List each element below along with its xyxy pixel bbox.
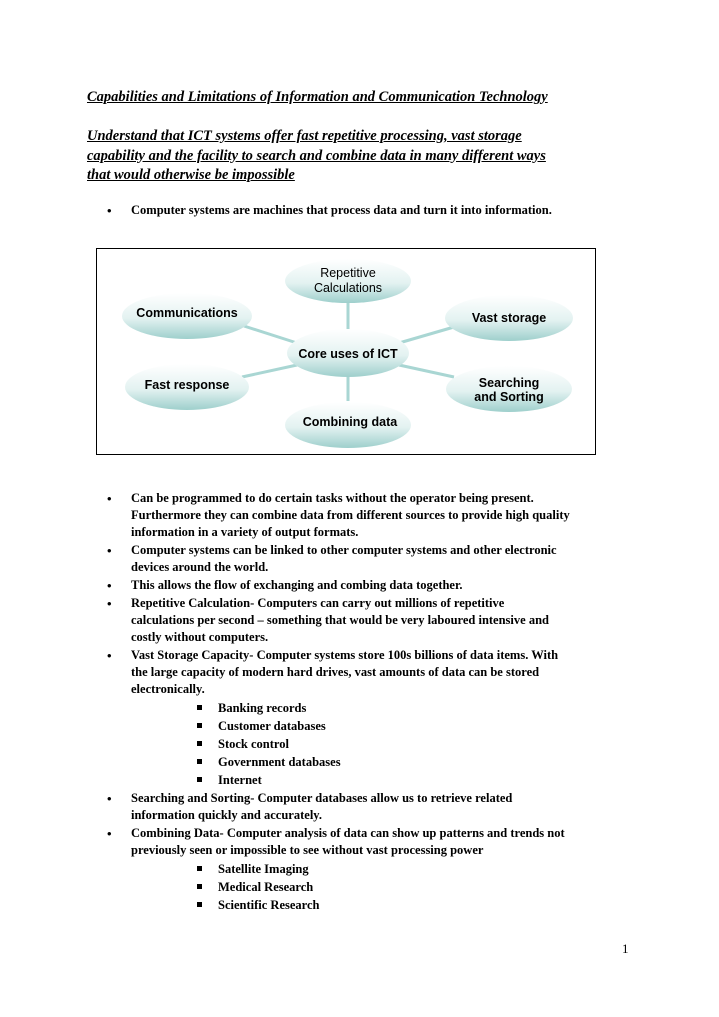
sub-list-item: Satellite Imaging [131,860,647,878]
node-center [287,329,409,377]
sub-list-item: Government databases [131,753,647,771]
node-left-top [122,293,252,339]
node-left-bottom [125,364,249,410]
intro-bullet [87,202,552,219]
sub-list-item: Scientific Research [131,896,647,914]
bullet-line: • Computer systems can be linked to other computer systems and other electronic [131,543,557,557]
node-right-top-label: Vast storage [471,311,547,325]
bullet-item [87,790,647,824]
bullet-item [87,647,647,789]
sub-list-item: Medical Research [131,878,647,896]
page-number: 1 [622,941,629,956]
bullet-line: • Vast Storage Capacity- Computer systems store 100s billions of data items. With [131,648,559,662]
node-left-bottom-label: Fast response [144,378,230,392]
sub-list-item: Internet [131,771,647,789]
bullet-item [87,825,647,914]
bullet-line: electronically. [131,682,205,696]
bullet-item [87,542,647,576]
bullet-line: calculations per second – something that would be very laboured intensive and [131,613,549,627]
bullet-line: • Can be programmed to do certain tasks without the operator being present. [131,491,534,505]
bullet-line: information in a variety of output formats. [131,525,359,539]
bullet-line: Furthermore they can combine data from different sources to provide high quality [131,508,570,522]
node-right-bottom-label-2: and Sorting [474,390,544,404]
section-heading [87,127,647,186]
node-right-bottom [446,366,572,412]
diagram-canvas [97,249,595,454]
node-top [285,259,411,303]
core-uses-diagram [96,248,596,455]
sub-list-item: Stock control [131,735,647,753]
bullet-line: • This allows the flow of exchanging and combing data together. [131,578,463,592]
node-bottom [285,402,411,448]
node-right-top [445,295,573,341]
section-heading-line: that would otherwise be impossible [87,167,295,183]
bullet-line: information quickly and accurately. [131,808,322,822]
section-heading-line: Understand that ICT systems offer fast repetitive processing, vast storage [87,128,522,144]
storage-examples-list [131,699,647,789]
main-bullet-list [87,490,647,915]
bullet-line: devices around the world. [131,560,269,574]
page-title: Capabilities and Limitations of Information and Communication Technology [87,89,548,105]
node-bottom-label: Combining data [302,415,398,429]
section-heading-line: capability and the facility to search and combine data in many different ways [87,147,546,164]
node-center-label: Core uses of ICT [298,347,398,361]
intro-bullet-text: Computer systems are machines that process data and turn it into information. [131,203,552,217]
bullet-line: costly without computers. [131,630,269,644]
sub-list-item: Customer databases [131,717,647,735]
bullet-line: previously seen or impossible to see without vast processing power [131,843,484,857]
bullet-item [87,595,647,646]
bullet-line: • Combining Data- Computer analysis of data can show up patterns and trends not [131,826,565,840]
sub-list-item: Banking records [131,699,647,717]
intro-list [87,202,552,220]
bullet-item [87,577,647,594]
node-top-label-2: Calculations [313,281,383,295]
node-top-label-1: Repetitive [320,266,376,280]
node-right-bottom-label-1: Searching [478,376,540,390]
bullet-line: • Searching and Sorting- Computer databases allow us to retrieve related [131,791,513,805]
combining-examples-list [131,860,647,914]
node-left-top-label: Communications [136,306,238,320]
bullet-item [87,490,647,541]
bullet-line: • Repetitive Calculation- Computers can carry out millions of repetitive [131,596,505,610]
bullet-line: the large capacity of modern hard drives, vast amounts of data can be stored [131,665,540,679]
